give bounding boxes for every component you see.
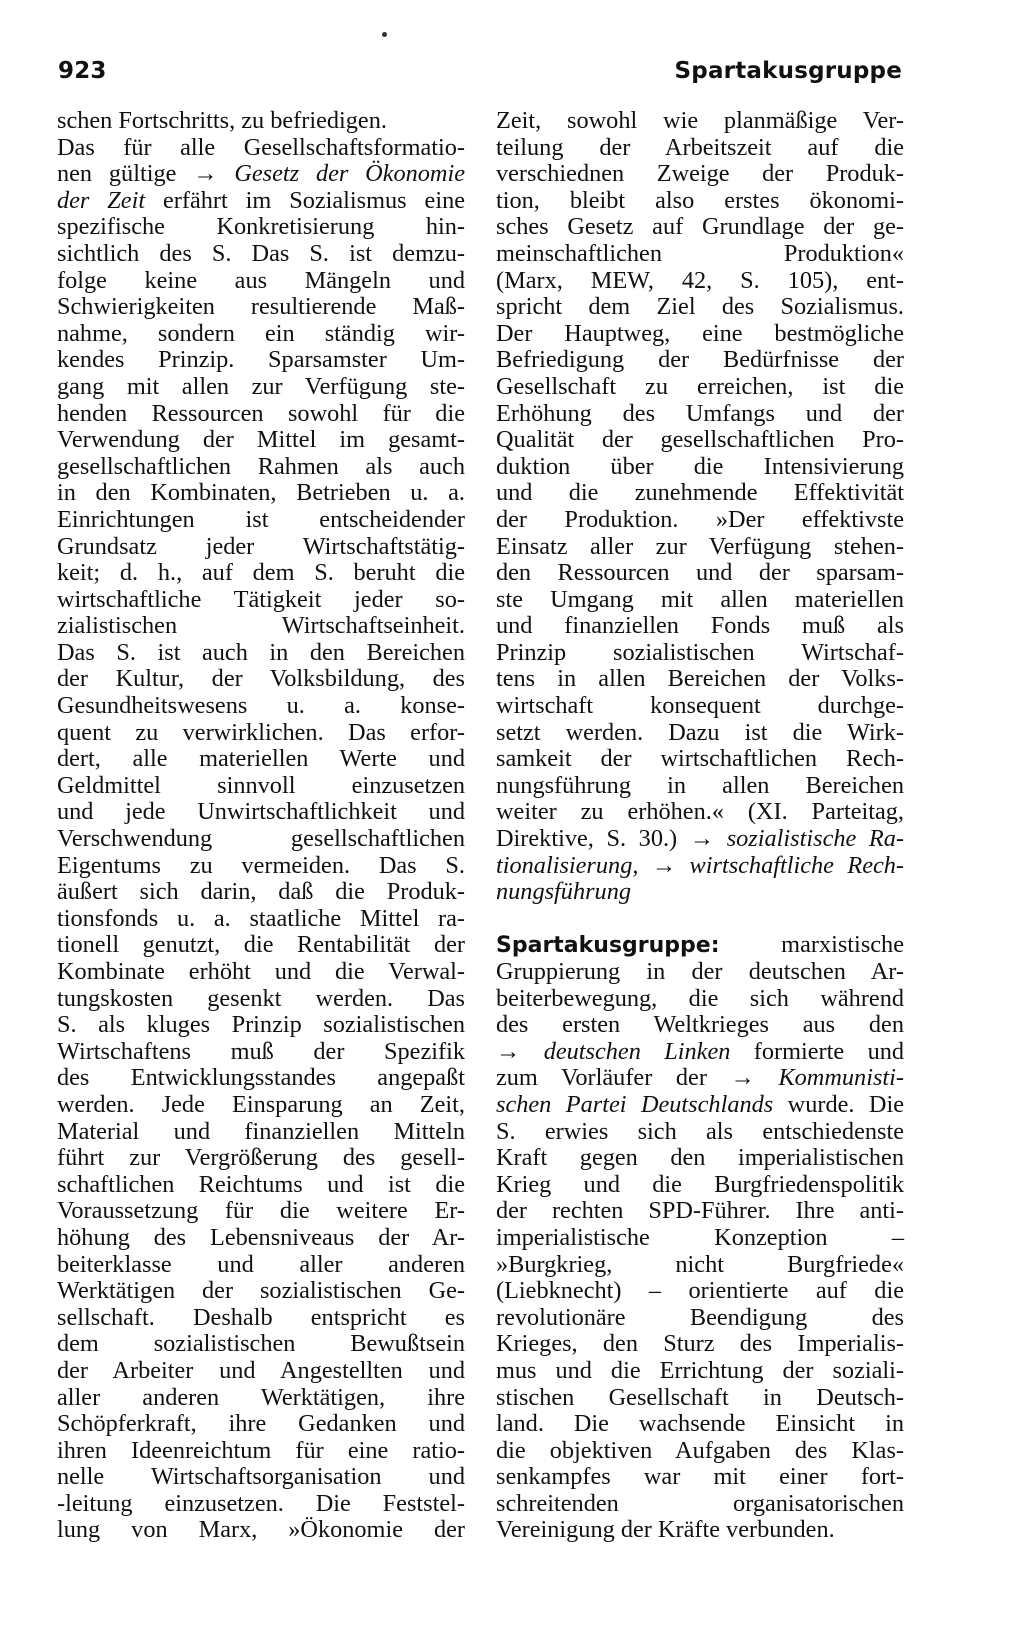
paragraph-gap: [496, 906, 904, 933]
cross-reference: tionalisierung,: [496, 851, 639, 879]
text-line: [496, 853, 904, 880]
text-line: »Burgkrieg, nicht Burgfriede«: [496, 1250, 904, 1278]
text-line: der Arbeiter und Angestellten und: [57, 1356, 465, 1384]
text-line: und finanziellen Fonds muß als: [496, 612, 904, 640]
text-segment: nen gültige: [57, 160, 194, 188]
text-line: Das S. ist auch in den Bereichen: [57, 638, 465, 666]
entry-headword: Spartakusgruppe:: [496, 933, 720, 959]
text-line: dem sozialistischen Bewußtsein: [57, 1330, 465, 1358]
page-number: 923: [58, 58, 107, 84]
text-line: nelle Wirtschaftsorganisation und: [57, 1463, 465, 1491]
text-line: Schöpferkraft, ihre Gedanken und: [57, 1410, 465, 1438]
text-line: Erhöhung des Umfangs und der: [496, 399, 904, 427]
text-line: Prinzip sozialistischen Wirtschaf-: [496, 638, 904, 666]
cross-reference: Kommunisti-: [778, 1064, 904, 1092]
reference-arrow-icon: →: [193, 160, 218, 188]
text-line: Zeit, sowohl wie planmäßige Ver-: [496, 107, 904, 134]
text-line: S. erwies sich als entschiedenste: [496, 1117, 904, 1145]
text-line: sches Gesetz auf Grundlage der ge-: [496, 213, 904, 241]
text-line: Grundsatz jeder Wirtschaftstätig-: [57, 532, 465, 560]
text-segment: wurde. Die: [773, 1090, 904, 1118]
text-line: verschiednen Zweige der Produk-: [496, 160, 904, 188]
text-line: Geldmittel sinnvoll einzusetzen: [57, 771, 465, 799]
text-line: land. Die wachsende Einsicht in: [496, 1410, 904, 1438]
print-speck: [382, 32, 387, 37]
text-line: sellschaft. Deshalb entspricht es: [57, 1303, 465, 1331]
text-line: [496, 826, 904, 853]
text-line: höhung des Lebensniveaus der Ar-: [57, 1223, 465, 1251]
text-line: nungsführung in allen Bereichen: [496, 771, 904, 799]
text-line: [57, 188, 465, 215]
cross-reference: sozialistische Ra-: [726, 825, 904, 853]
text-line: Krieg und die Burgfriedenspolitik: [496, 1170, 904, 1198]
text-line: und die zunehmende Effektivität: [496, 479, 904, 507]
text-line: (Liebknecht) – orientierte auf die: [496, 1277, 904, 1305]
text-line: Wirtschaftens muß der Spezifik: [57, 1037, 465, 1065]
cross-reference: Gesetz der Ökonomie: [234, 160, 466, 188]
left-column: [57, 108, 465, 1544]
text-line: meinschaftlichen Produktion«: [496, 239, 904, 267]
text-line: [57, 161, 465, 188]
text-segment: [520, 1038, 543, 1065]
text-segment: [638, 852, 651, 879]
text-line: Gruppierung in der deutschen Ar-: [496, 958, 904, 985]
cross-reference: wirtschaftliche Rech-: [689, 851, 904, 879]
text-line: schen Fortschritts, zu befriedigen.: [57, 107, 387, 134]
text-line: nahme, sondern ein ständig wir-: [57, 319, 465, 347]
text-line: gang mit allen zur Verfügung ste-: [57, 372, 465, 400]
cross-reference: deutschen Linken: [543, 1037, 731, 1065]
text-line: mus und die Errichtung der soziali-: [496, 1356, 904, 1384]
text-line: [496, 1039, 904, 1066]
text-line: Gesundheitswesens u. a. konse-: [57, 692, 465, 720]
text-line: tionell genutzt, die Rentabilität der: [57, 931, 465, 959]
text-segment: Direktive, S. 30.): [496, 825, 690, 853]
text-line: führt zur Vergrößerung des gesell-: [57, 1144, 465, 1172]
text-line: kendes Prinzip. Sparsamster Um-: [57, 346, 465, 374]
text-line: spricht dem Ziel des Sozialismus.: [496, 293, 904, 321]
text-line: den Ressourcen und der sparsam-: [496, 559, 904, 587]
text-line: Qualität der gesellschaftlichen Pro-: [496, 426, 904, 454]
text-line: keit; d. h., auf dem S. beruht die: [57, 559, 465, 587]
text-line: ste Umgang mit allen materiellen: [496, 585, 904, 613]
cross-reference: schen Partei Deutschlands: [496, 1090, 774, 1118]
text-line: Vereinigung der Kräfte verbunden.: [496, 1516, 835, 1544]
text-line: lung von Marx, »Ökonomie der: [57, 1516, 465, 1544]
text-line: stischen Gesellschaft in Deutsch-: [496, 1383, 904, 1411]
reference-arrow-icon: →: [651, 851, 677, 879]
text-line: quent zu verwirklichen. Das erfor-: [57, 718, 465, 746]
text-segment: [714, 825, 727, 852]
reference-arrow-icon: →: [496, 1037, 521, 1065]
text-line: (Marx, MEW, 42, S. 105), ent-: [496, 266, 904, 294]
text-line: folge keine aus Mängeln und: [57, 266, 465, 294]
right-column: [496, 108, 904, 1544]
text-line: beiterbewegung, die sich während: [496, 984, 904, 1012]
text-segment: zum Vorläufer der: [496, 1064, 731, 1092]
text-line: [496, 879, 904, 906]
text-line: Voraussetzung für die weitere Er-: [57, 1197, 465, 1225]
text-line: weiter zu erhöhen.« (XI. Parteitag,: [496, 798, 904, 826]
text-line: aller anderen Werktätigen, ihre: [57, 1383, 465, 1411]
text-line: tionsfonds u. a. staatliche Mittel ra-: [57, 904, 465, 932]
text-line: äußert sich darin, daß die Produk-: [57, 878, 465, 906]
text-line: samkeit der wirtschaftlichen Rech-: [496, 745, 904, 773]
text-line: sichtlich des S. Das S. ist demzu-: [57, 239, 465, 267]
text-line: imperialistische Konzeption –: [496, 1223, 904, 1251]
text-line: spezifische Konkretisierung hin-: [57, 213, 465, 241]
text-line: des ersten Weltkrieges aus den: [496, 1011, 904, 1039]
text-line: [496, 1092, 904, 1119]
running-head: Spartakusgruppe: [674, 58, 902, 84]
text-line: -leitung einzusetzen. Die Feststel-: [57, 1489, 465, 1517]
text-line: tungskosten gesenkt werden. Das: [57, 984, 465, 1012]
text-line: wirtschaftliche Tätigkeit jeder so-: [57, 585, 465, 613]
cross-reference: der Zeit: [57, 186, 146, 214]
text-line: teilung der Arbeitszeit auf die: [496, 133, 904, 161]
text-line: revolutionäre Beendigung des: [496, 1303, 904, 1331]
text-line: gesellschaftlichen Rahmen als auch: [57, 452, 465, 480]
text-line: Kraft gegen den imperialistischen: [496, 1144, 904, 1172]
text-line: duktion über die Intensivierung: [496, 452, 904, 480]
text-line: beiterklasse und aller anderen: [57, 1250, 465, 1278]
text-line: Gesellschaft zu erreichen, ist die: [496, 372, 904, 400]
text-line: Einrichtungen ist entscheidender: [57, 505, 465, 533]
text-line: ihren Ideenreichtum für eine ratio-: [57, 1436, 465, 1464]
text-segment: [218, 160, 235, 187]
reference-arrow-icon: →: [689, 825, 715, 853]
text-line: Eigentums zu vermeiden. Das S.: [57, 851, 465, 879]
text-line: [496, 1065, 904, 1092]
text-line: Kombinate erhöht und die Verwal-: [57, 958, 465, 985]
text-line: Werktätigen der sozialistischen Ge-: [57, 1277, 465, 1305]
text-segment: formierte und: [730, 1037, 905, 1065]
reference-arrow-icon: →: [730, 1064, 755, 1092]
text-line: henden Ressourcen sowohl für die: [57, 399, 465, 427]
text-line: der Kultur, der Volksbildung, des: [57, 665, 465, 693]
text-line: zialistischen Wirtschaftseinheit.: [57, 612, 465, 640]
text-line: Krieges, den Sturz des Imperialis-: [496, 1330, 904, 1358]
text-line: des Entwicklungsstandes angepaßt: [57, 1064, 465, 1092]
text-line: Schwierigkeiten resultierende Maß-: [57, 293, 465, 321]
text-line: Einsatz aller zur Verfügung stehen-: [496, 532, 904, 560]
text-line: wirtschaft konsequent durchge-: [496, 692, 904, 720]
text-line: [496, 932, 904, 959]
text-line: S. als kluges Prinzip sozialistischen: [57, 1011, 465, 1039]
cross-reference: nungsführung: [496, 878, 631, 906]
text-segment: marxistische: [719, 931, 904, 959]
text-line: in den Kombinaten, Betrieben u. a.: [57, 479, 465, 507]
text-line: schreitenden organisatorischen: [496, 1489, 904, 1517]
text-line: werden. Jede Einsparung an Zeit,: [57, 1090, 465, 1118]
text-line: Material und finanziellen Mitteln: [57, 1117, 465, 1145]
text-line: Verschwendung gesellschaftlichen: [57, 825, 465, 853]
text-segment: [676, 852, 689, 879]
text-line: der rechten SPD-Führer. Ihre anti-: [496, 1197, 904, 1225]
text-line: und jede Unwirtschaftlichkeit und: [57, 798, 465, 826]
text-line: tens in allen Bereichen der Volks-: [496, 665, 904, 693]
text-line: Befriedigung der Bedürfnisse der: [496, 346, 904, 374]
text-line: setzt werden. Dazu ist die Wirk-: [496, 718, 904, 746]
text-line: tion, bleibt also erstes ökonomi-: [496, 186, 904, 214]
text-line: die objektiven Aufgaben des Klas-: [496, 1436, 904, 1464]
text-line: Das für alle Gesellschaftsformatio-: [57, 133, 465, 161]
text-segment: [755, 1064, 779, 1091]
text-line: Der Hauptweg, eine bestmögliche: [496, 319, 904, 347]
text-line: schaftlichen Reichtums und ist die: [57, 1170, 465, 1198]
text-line: Verwendung der Mittel im gesamt-: [57, 426, 465, 454]
text-segment: erfährt im Sozialismus eine: [145, 186, 465, 214]
text-line: dert, alle materiellen Werte und: [57, 745, 465, 773]
text-line: senkampfes war mit einer fort-: [496, 1463, 904, 1491]
text-line: der Produktion. »Der effektivste: [496, 505, 904, 533]
